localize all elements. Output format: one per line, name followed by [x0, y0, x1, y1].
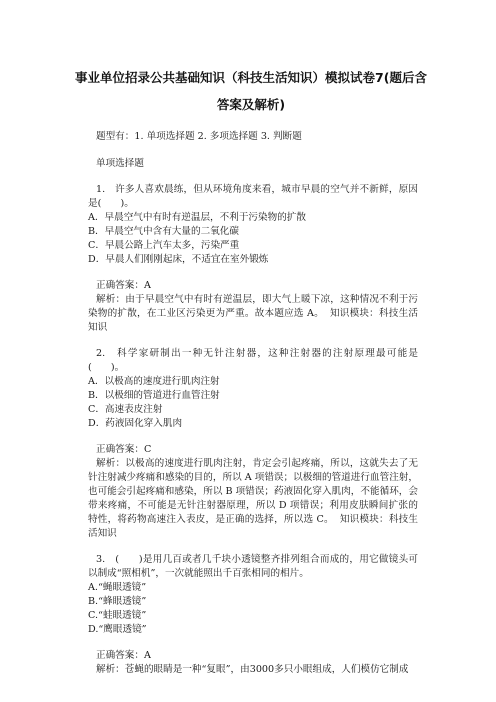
analysis-text: 解析：由于早晨空气中有时有逆温层，即大气上暖下凉，这种情况不利于污染物的扩散，在工业区污染更为严重。故本题应选 A。: [88, 294, 418, 319]
knowledge-module: 知识模块：科技生活知识: [88, 514, 419, 539]
option-c: C．高速表皮注射: [88, 404, 163, 415]
option-b: B．以极细的管道进行血管注射: [88, 390, 220, 401]
correct-answer: 正确答案：A: [96, 280, 151, 291]
answer-analysis: [88, 663, 418, 677]
option-b: B.“蜂眼透镜”: [88, 596, 147, 607]
option-a: A．以极高的速度进行肌肉注射: [88, 376, 220, 387]
option-c: C.“蛙眼透镜”: [88, 610, 147, 621]
option-c: C．早晨公路上汽车太多，污染严重: [88, 240, 240, 251]
document-title: 事业单位招录公共基础知识（科技生活知识）模拟试卷7(题后含答案及解析): [75, 70, 427, 112]
question-3: [88, 553, 418, 637]
question-stem: 1. 许多人喜欢晨练，但从环境角度来看，城市早晨的空气并不新鲜，原因是( )。: [88, 184, 418, 209]
correct-answer: 正确答案：C: [96, 444, 152, 455]
option-d: D.“鹰眼透镜”: [88, 624, 147, 635]
option-b: B．早晨空气中含有大量的二氧化碳: [88, 226, 239, 237]
question-stem: 3. ( )是用几百或者几千块小透镜整齐排列组合而成的，用它做镜头可以制成“照相机”，一次就能照出千百张相同的相片。: [88, 554, 418, 579]
question-1: [88, 183, 418, 267]
analysis-text: 解析：以极高的速度进行肌肉注射，肯定会引起疼痛，所以，这就失去了无针注射减少疼痛和感染的目的，所以 A 项错误；以极细的管道进行血管注射，也可能会引起疼痛和感染，所以 B 项错误；药液固化穿入肌肉，不能循环，会带来疼痛，不可能是无针注射器原理，所以 D 项错误；利用皮肤瞬间扩张的特性，将药物高速注入表皮，是正确的选择，所以选 C。: [88, 458, 418, 525]
knowledge-module: 知识模块：科技生活知识: [88, 308, 418, 333]
option-d: D．药液固化穿入肌肉: [88, 418, 183, 429]
analysis-text: 解析：苍蝇的眼睛是一种“复眼”，由3000多只小眼组成，人们模仿它制成: [96, 664, 409, 675]
question-types-line: 题型有：1. 单项选择题 2. 多项选择题 3. 判断题: [96, 131, 302, 142]
correct-answer: 正确答案：A: [96, 650, 151, 661]
question-2: [88, 347, 418, 431]
option-a: A.“蝇眼透镜”: [88, 582, 147, 593]
option-d: D．早晨人们刚刚起床，不适宜在室外锻炼: [88, 254, 269, 265]
section-heading: 单项选择题: [96, 158, 144, 169]
answer-analysis: [88, 293, 418, 335]
answer-analysis: [88, 457, 418, 541]
question-stem: 2. 科学家研制出一种无针注射器，这种注射器的注射原理最可能是( )。: [88, 348, 418, 373]
option-a: A．早晨空气中有时有逆温层，不利于污染物的扩散: [88, 212, 306, 223]
